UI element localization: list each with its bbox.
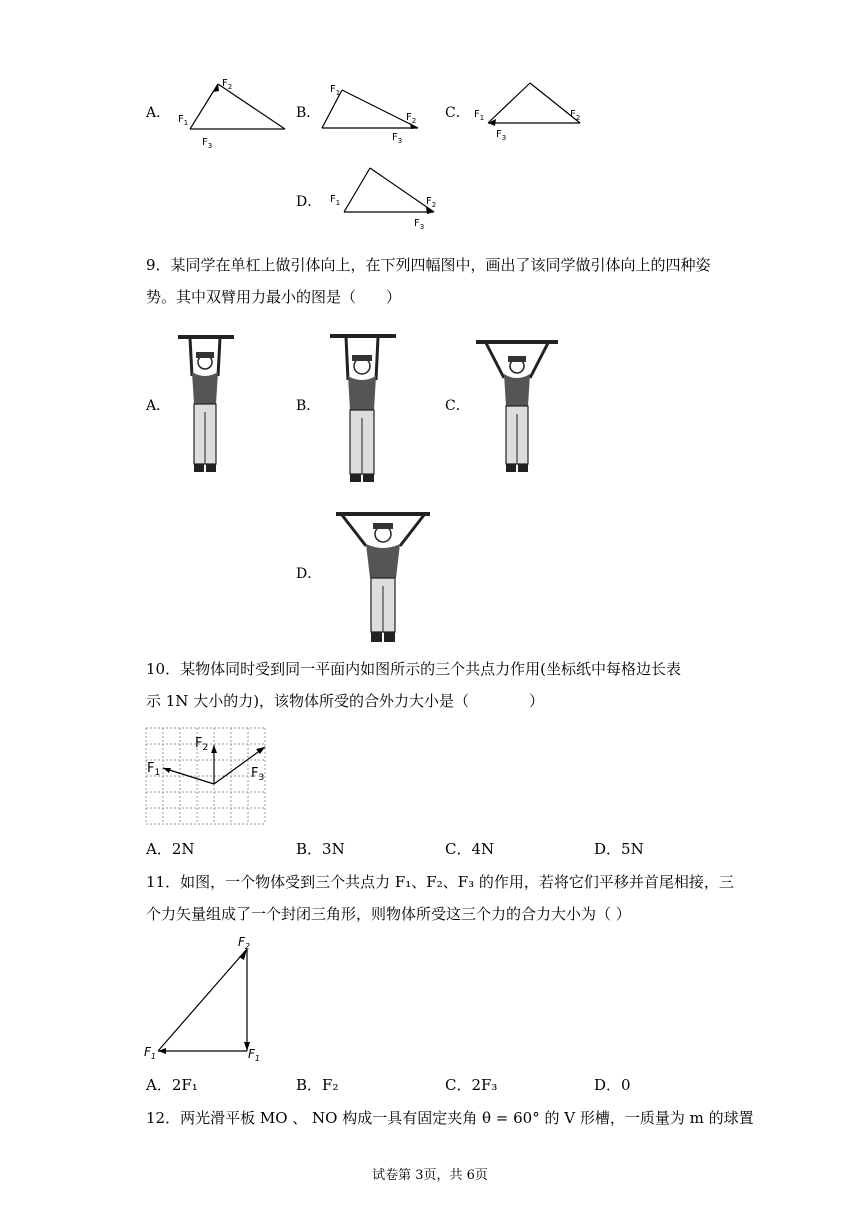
svg-text:F2: $F_2$ — [426, 196, 437, 209]
svg-text:F1: $F_1$ — [330, 194, 341, 207]
q10-force-grid-figure — [145, 727, 271, 825]
q11-option-d: D．0 — [594, 1076, 631, 1094]
svg-text:F2: $F_2$ — [570, 109, 581, 122]
q12-text: 12．两光滑平板 MO 、 NO 构成一具有固定夹角 θ = 60° 的 V 形槽，一质量为 m 的球置 — [146, 1109, 754, 1127]
q11-triangle-figure — [140, 932, 270, 1066]
q8-option-d-figure — [326, 162, 446, 232]
svg-text:F3: $F_3$ — [392, 132, 403, 145]
svg-text:F1: $F_1$ — [178, 114, 189, 127]
q8-option-d-letter: D． — [296, 194, 322, 210]
q8-option-c-letter: C． — [445, 105, 470, 121]
svg-text:F1: $F_1$ — [144, 1045, 156, 1061]
q9-option-d-figure — [332, 506, 434, 648]
q9-text-line1: 9．某同学在单杠上做引体向上，在下列四幅图中，画出了该同学做引体向上的四种姿 — [146, 256, 711, 274]
q11-text-line2: 个力矢量组成了一个封闭三角形，则物体所受这三个力的合力大小为（ ） — [146, 905, 631, 923]
svg-text:F1: $F_1$ — [474, 109, 485, 122]
q8-option-c-figure — [470, 75, 590, 145]
q11-text-line1: 11．如图，一个物体受到三个共点力 F₁、F₂、F₃ 的作用，若将它们平移并首尾相接，三 — [146, 873, 734, 891]
q8a-f2: F — [222, 78, 228, 89]
svg-text:F1: $F_1$ — [147, 761, 161, 778]
q9-option-a-letter: A． — [146, 398, 171, 414]
q11-option-a: A．2F₁ — [146, 1076, 198, 1094]
q8-option-b-figure — [318, 78, 428, 146]
svg-text:F1: $F_1$ — [330, 84, 341, 97]
q9-option-b-figure — [330, 328, 396, 490]
q9-option-c-figure — [474, 330, 560, 480]
page-footer: 试卷第 3页，共 6页 — [372, 1168, 488, 1183]
q10-text-line1: 10．某物体同时受到同一平面内如图所示的三个共点力作用(坐标纸中每格边长表 — [146, 660, 681, 678]
q11-option-c: C．2F₃ — [445, 1076, 498, 1094]
svg-text:F2: $F_2$ — [406, 112, 417, 125]
q10-option-d: D．5N — [594, 840, 644, 858]
q8-option-a-figure — [170, 72, 300, 150]
q10-text-line2: 示 1N 大小的力)，该物体所受的合外力大小是（ ） — [146, 692, 545, 710]
q8-option-b-letter: B． — [296, 105, 321, 121]
svg-text:F1: $F_1$ — [248, 1047, 260, 1063]
q9-option-c-letter: C． — [445, 398, 470, 414]
svg-text:F3: $F_3$ — [496, 129, 507, 142]
q9-option-a-figure — [176, 328, 236, 480]
svg-text:F2: $F_2$ — [222, 78, 233, 91]
q8-option-a-letter: A． — [146, 105, 171, 121]
svg-text:F3: $F_3$ — [251, 766, 265, 783]
q11-option-b: B．F₂ — [296, 1076, 339, 1094]
q9-option-d-letter: D． — [296, 566, 322, 582]
svg-text:F3: $F_3$ — [414, 218, 425, 231]
q10-option-c: C．4N — [445, 840, 495, 858]
svg-text:F2: $F_2$ — [238, 935, 250, 951]
q10-option-b: B．3N — [296, 840, 345, 858]
q9-option-b-letter: B． — [296, 398, 321, 414]
svg-text:F3: $F_3$ — [202, 137, 213, 150]
svg-text:F2: $F_2$ — [195, 736, 209, 753]
q10-option-a: A．2N — [146, 840, 195, 858]
q9-text-line2: 势。其中双臂用力最小的图是（ ） — [146, 288, 402, 306]
